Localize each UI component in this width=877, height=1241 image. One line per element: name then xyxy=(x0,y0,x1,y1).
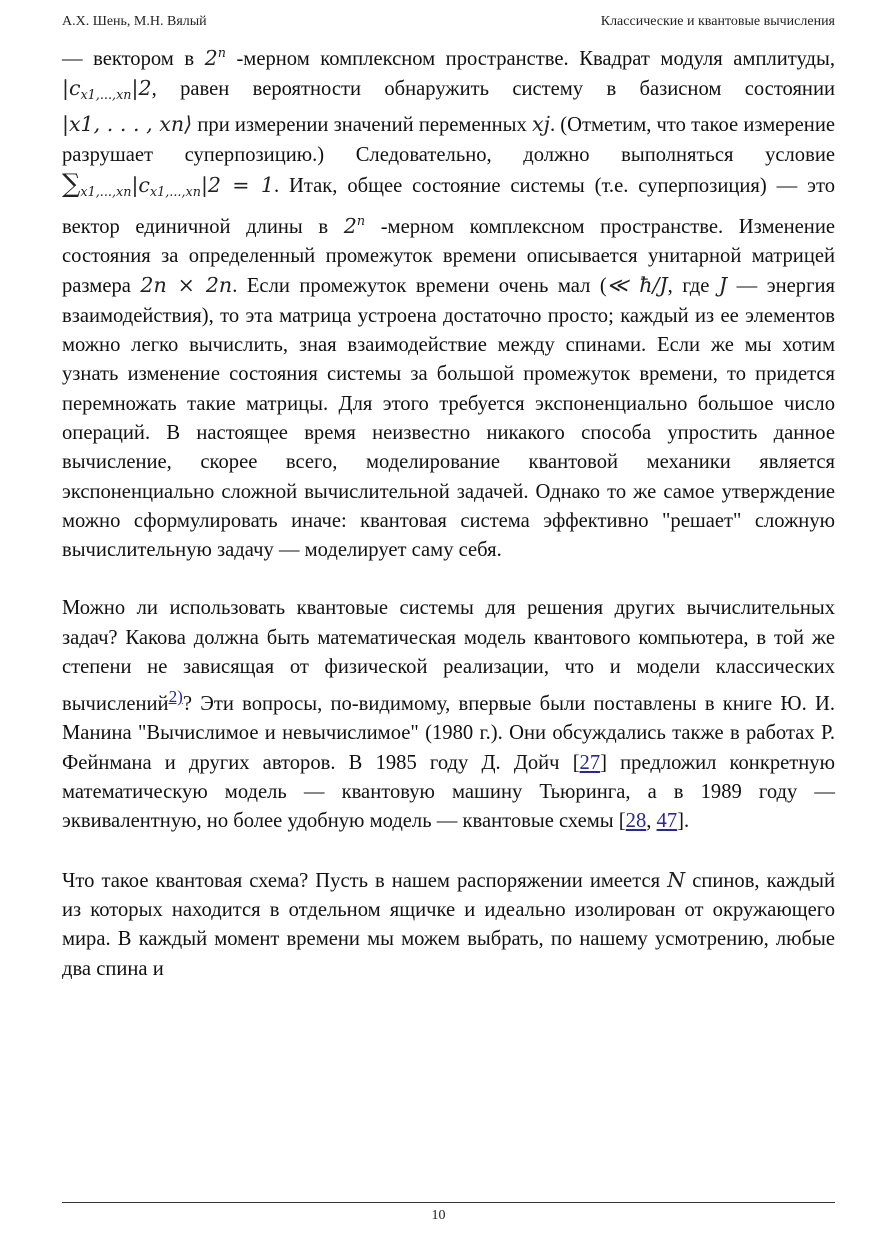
formula-normalization: $\sum_{x1,...,xn}|c_{x1,...,xn}|2 = 1$ xyxy=(62,168,274,200)
formula-ket: |x1, . . . , xn⟩ xyxy=(62,112,193,137)
page-body xyxy=(62,39,835,984)
paragraph-3 xyxy=(62,866,835,984)
footnote-link[interactable]: 2) xyxy=(168,687,183,707)
paragraph-2 xyxy=(62,594,835,836)
text: спинов, каждый из которых находится в отдельном ящичке и идеально изолирован от окружающего мира. В каждый момент времени мы можем выбрать, по нашему усмотрению, любые два спина и xyxy=(62,869,836,980)
citation-link-28[interactable]: 28 xyxy=(625,810,647,833)
text: -мерном комплексном пространстве. Изменение состояния за определенный промежуток времени описывается унитарной матрицей размера xyxy=(62,215,835,298)
running-header xyxy=(62,14,835,34)
formula-small-time: ≪ ħ/J xyxy=(606,273,668,298)
formula-J: J xyxy=(718,273,728,298)
formula-N: N xyxy=(667,867,686,892)
text: — вектором в xyxy=(62,47,195,70)
formula-2n-b: 2$^n$ xyxy=(343,213,366,238)
text: , где xyxy=(667,275,710,298)
text: , равен вероятности обнаружить систему в базисном состоянии xyxy=(151,78,835,101)
header-book-title: Классические и квантовые вычисления xyxy=(600,14,835,29)
formula-amplitude: $|c_{x1,...,xn}|2$ xyxy=(62,76,152,103)
formula-2n: 2$^n$ xyxy=(204,45,226,70)
text: . Итак, общее состояние системы (т.е. суперпозиция) — это вектор единичной длины в xyxy=(62,174,835,238)
formula-matrix-size: 2n × 2n xyxy=(140,273,233,298)
header-authors: А.Х. Шень, М.Н. Вялый xyxy=(62,14,207,29)
formula-xj: xj xyxy=(531,112,550,137)
text: Можно ли использовать квантовые системы для решения других вычислительных задач? Какова должна быть математическая модель квантового компьютера, в той же степени не зависящая от физической реализации, что и модели классических вычислений xyxy=(62,597,835,716)
text: ? Эти вопросы, по-видимому, впервые были поставлены в книге Ю. И. Манина "Вычислимое и невычислимое" (1980 г.). Они обсуждались также в работах Р. Фейнмана и других авторов. В 1985 году Д. Дойч [ xyxy=(62,693,835,774)
citation-link-47[interactable]: 47 xyxy=(656,810,678,833)
text: . (Отметим, что такое измерение разрушает суперпозицию.) Следовательно, должно выполняться условие xyxy=(62,114,835,166)
text: Что такое квантовая схема? Пусть в нашем распоряжении имеется xyxy=(62,869,661,892)
footer-divider xyxy=(62,1202,835,1203)
citation-link-27[interactable]: 27 xyxy=(579,751,601,774)
page-number: 10 xyxy=(431,1208,446,1223)
text: при измерении значений переменных xyxy=(197,114,527,137)
paragraph-1 xyxy=(62,39,835,565)
text: . Если промежуток времени очень мал ( xyxy=(232,275,607,298)
text: — энергия взаимодействия), то эта матрица устроена достаточно просто; каждый из ее элементов можно легко вычислить, зная взаимодействие между спинами. Если же мы хотим узнать изменение состояния системы за большой промежуток времени, то придется перемножать такие матрицы. Для этого требуется экспоненциально большое число операций. В настоящее время неизвестно никакого способа упростить данное вычисление, скорее всего, моделирование квантовой механики является экспоненциально сложной вычислительной задачей. Однако то же самое утверждение можно сформулировать иначе: квантовая система эффективно "решает" сложную вычислительную задачу — моделирует саму себя. xyxy=(62,275,836,562)
text: ]. xyxy=(677,810,690,833)
text: -мерном комплексном пространстве. Квадрат модуля амплитуды, xyxy=(236,47,835,70)
text: , xyxy=(646,810,657,833)
text: ] предложил конкретную математическую модель — квантовую машину Тьюринга, а в 1989 году — эквивалентную, но более удобную модель — квантовые схемы [ xyxy=(62,751,835,833)
